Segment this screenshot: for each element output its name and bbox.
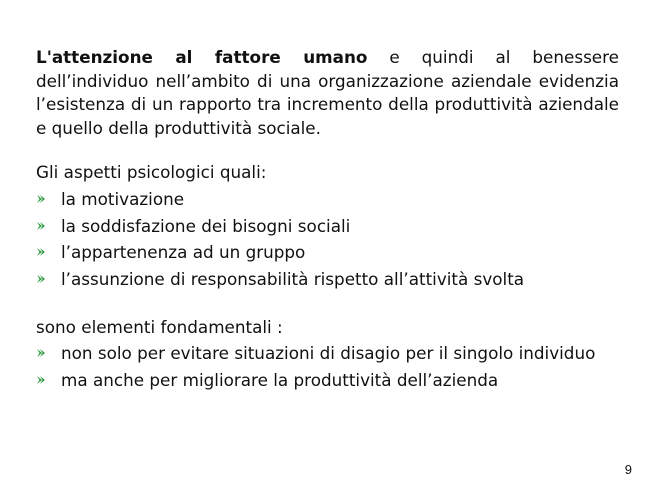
- bullet-arrow-icon: [36, 247, 46, 257]
- list1-item: [36, 268, 619, 290]
- intro-paragraph-rest: e quindi al benessere dell’individuo nell’ambito di una organizzazione aziendale evidenzia l’esistenza di un rapporto tra incremento della produttività aziendale e quello della produttività sociale.: [36, 47, 619, 138]
- list2-intro: sono elementi fondamentali :: [36, 317, 283, 337]
- list1-item: [36, 241, 619, 263]
- list1-item-label: l’assunzione di responsabilità rispetto all’attività svolta: [61, 268, 525, 289]
- bullet-arrow-icon: [36, 375, 46, 385]
- list2-item: [36, 369, 619, 391]
- list1: [36, 188, 619, 290]
- page-number: 9: [624, 462, 632, 477]
- list1-item-label: l’appartenenza ad un gruppo: [61, 242, 306, 262]
- list1-item-label: la motivazione: [61, 189, 185, 209]
- list1-item-label: la soddisfazione dei bisogni sociali: [61, 215, 351, 236]
- bullet-arrow-icon: [36, 221, 46, 231]
- list2-item: [36, 342, 619, 364]
- bullet-arrow-icon: [36, 274, 46, 284]
- bullet-arrow-icon: [36, 348, 46, 358]
- bullet-arrow-icon: [36, 194, 46, 204]
- list1-intro: Gli aspetti psicologici quali:: [36, 162, 267, 182]
- list2-item-label: non solo per evitare situazioni di disagio per il singolo individuo: [61, 343, 596, 363]
- intro-paragraph-bold: L'attenzione al fattore umano: [36, 47, 368, 67]
- list2: [36, 342, 619, 391]
- list1-item: [36, 188, 619, 210]
- list2-item-label: ma anche per migliorare la produttività dell’azienda: [61, 370, 499, 390]
- intro-paragraph: [36, 46, 619, 140]
- list1-item: [36, 215, 619, 237]
